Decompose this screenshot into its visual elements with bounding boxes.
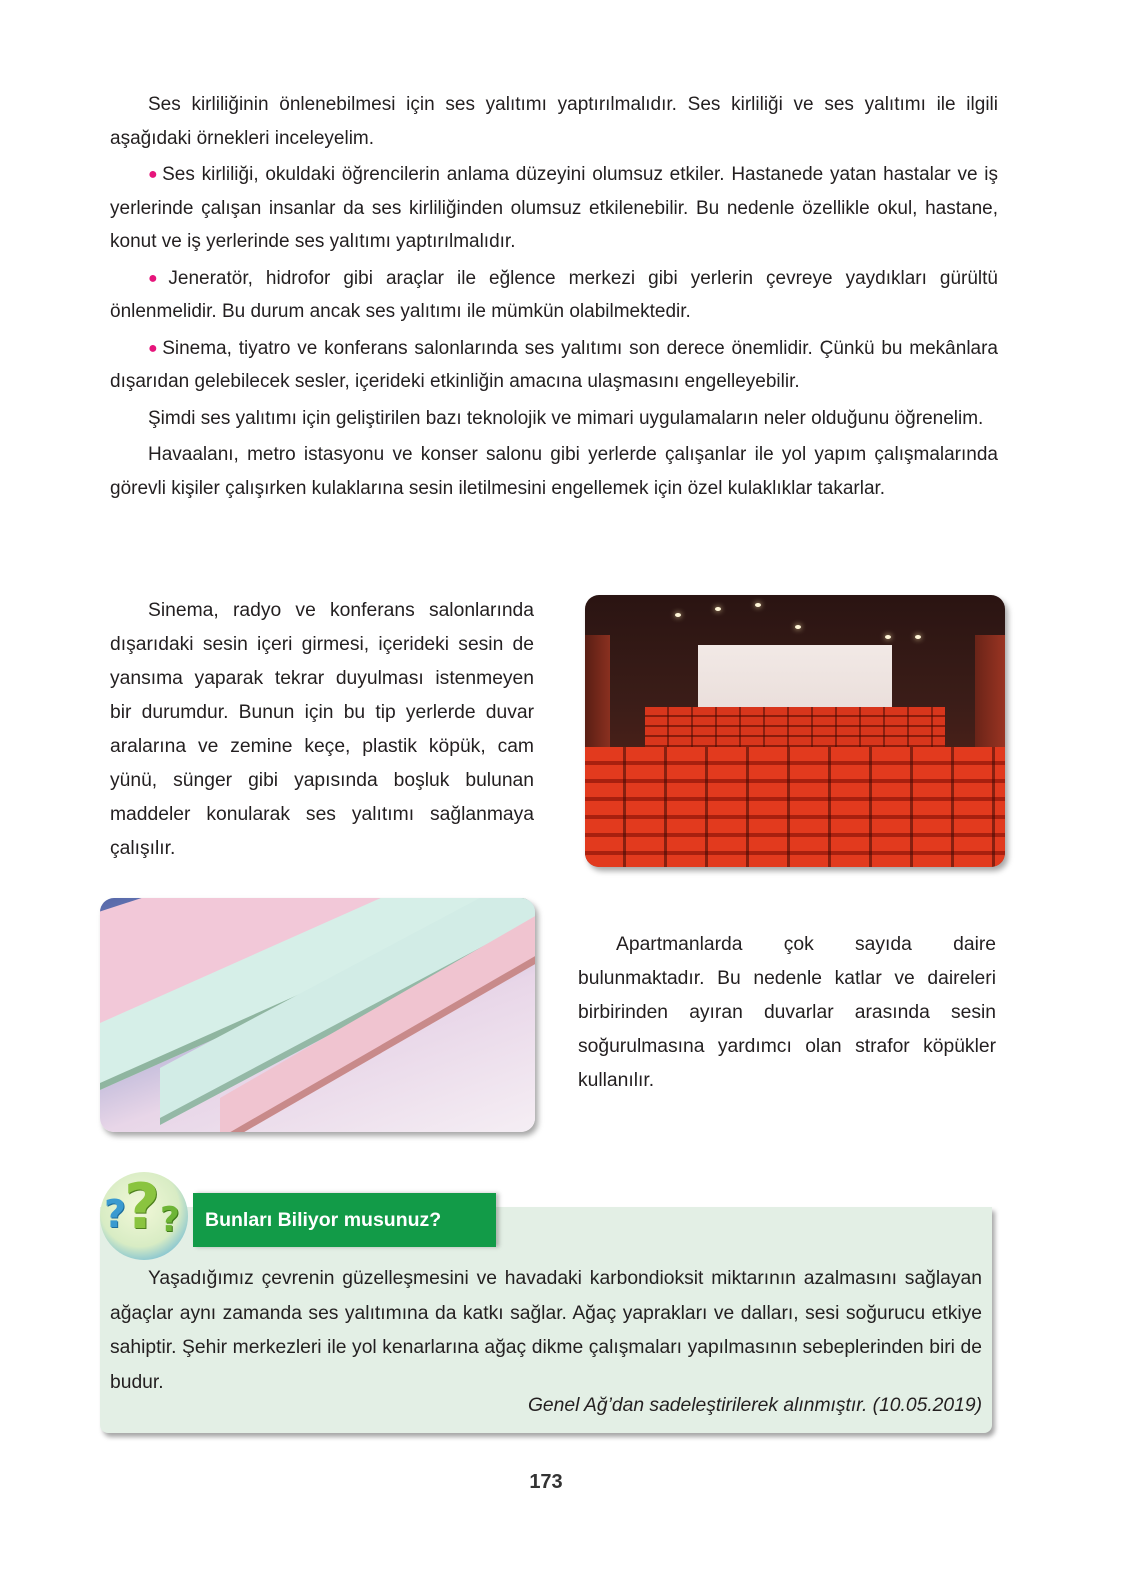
- cinema-hall-photo: [585, 595, 1005, 867]
- intro-text: [110, 88, 998, 508]
- question-marks-icon: ? ? ?: [100, 1172, 188, 1260]
- cinema-seats: [585, 747, 1005, 867]
- bullet-item: ● Ses kirliliği, okuldaki öğrencilerin anlama düzeyini olumsuz etkiler. Hastanede yatan hastalar ve iş yerlerinde çalışan insanlar da ses kirliliğinden olumsuz etkilenebilir. Bu nedenle özellikle okul, hastane, konut ve iş yerlerinde ses yalıtımı yaptırılmalıdır.: [110, 164, 998, 252]
- intro-paragraph: Havaalanı, metro istasyonu ve konser salonu gibi yerlerde çalışanlar ile yol yapım çalışmalarında görevli kişiler çalışırken kulaklarına sesin iletilmesini engellemek için özel kulaklıklar takarlar.: [110, 444, 998, 499]
- bullet-item: ● Sinema, tiyatro ve konferans salonlarında ses yalıtımı son derece önemlidir. Çünkü bu mekânlara dışarıdan gelebilecek sesler, içerideki etkinliğin amacına ulaşmasını engelleyebilir.: [110, 337, 998, 392]
- bullet-item: ● Jeneratör, hidrofor gibi araçlar ile eğlence merkezi gibi yerlerin çevreye yaydıkları gürültü önlenmelidir. Bu durum ancak ses yalıtımı ile mümkün olabilmektedir.: [110, 267, 998, 322]
- foam-text: Apartmanlarda çok sayıda daire bulunmaktadır. Bu nedenle katlar ve daireleri birbirinden ayıran duvarlar arasında sesin soğurulmasına yardımcı olan strafor köpükler kullanılır.: [578, 934, 996, 1091]
- intro-paragraph: Şimdi ses yalıtımı için geliştirilen bazı teknolojik ve mimari uygulamaların neler olduğunu öğrenelim.: [148, 407, 984, 429]
- info-box-text: Yaşadığımız çevrenin güzelleşmesini ve havadaki karbondioksit miktarının azalmasını sağlayan ağaçlar aynı zamanda ses yalıtımına da katkı sağlar. Ağaç yaprakları ve dalları, sesi soğurucu etkiye sahiptir. Şehir merkezleri ile yol kenarlarına ağaç dikme çalışmaları yapılmasının sebeplerinden biri de budur.: [110, 1268, 982, 1393]
- info-box-source: Genel Ağ’dan sadeleştirilerek alınmıştır. (10.05.2019): [527, 1395, 982, 1416]
- intro-paragraph: Ses kirliliğinin önlenebilmesi için ses yalıtımı yaptırılmalıdır. Ses kirliliği ve ses yalıtımı ile ilgili aşağıdaki örnekleri inceleyelim.: [110, 94, 998, 149]
- foam-boards-photo: [100, 898, 535, 1132]
- page-number: 173: [529, 1471, 563, 1493]
- cinema-text: Sinema, radyo ve konferans salonlarında dışarıdaki sesin içeri girmesi, içerideki sesin de yansıma yaparak tekrar duyulması istenmeyen bir durumdur. Bunun için bu tip yerlerde duvar aralarına ve zemine keçe, plastik köpük, cam yünü, sünger gibi yapısında boşluk bulunan maddeler konularak ses yalıtımı sağlanmaya çalışılır.: [110, 600, 534, 859]
- bullet-icon: ●: [148, 339, 160, 357]
- bullet-icon: ●: [148, 269, 166, 287]
- bullet-icon: ●: [148, 166, 160, 183]
- info-box-title: Bunları Biliyor musunuz?: [193, 1193, 496, 1247]
- cinema-seats: [645, 707, 945, 747]
